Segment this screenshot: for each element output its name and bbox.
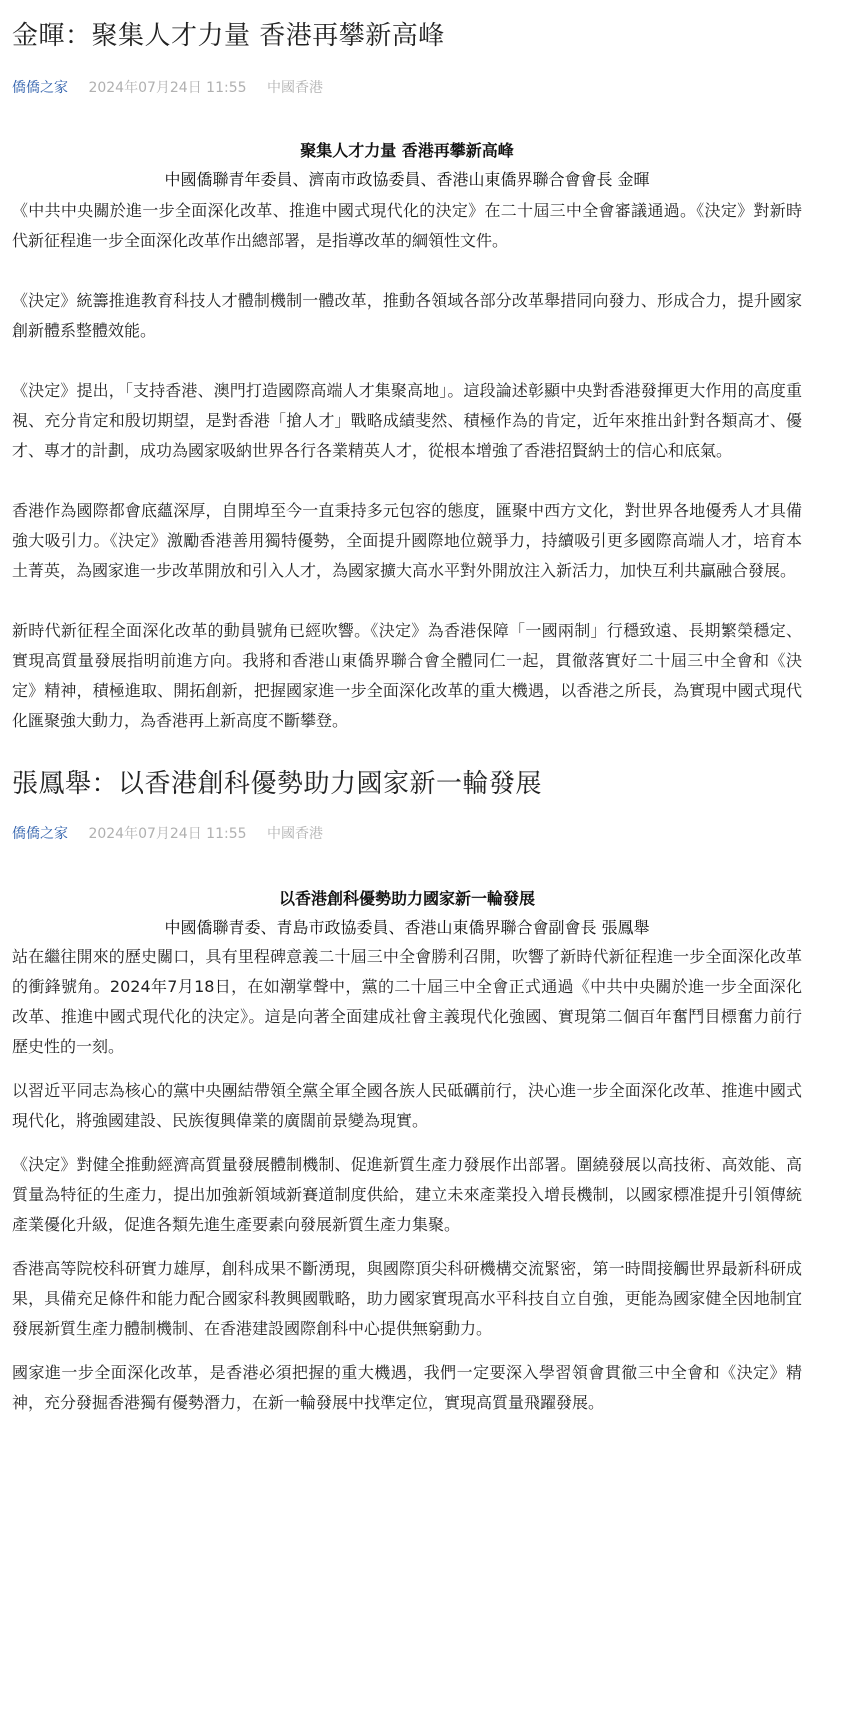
paragraph: 站在繼往開來的歷史關口，具有里程碑意義二十屆三中全會勝利召開，吹響了新時代新征程進一步全面深化改革的衝鋒號角。2024年7月18日，在如潮掌聲中，黨的二十屆三中全會正式通過《中共中央關於進一步全面深化改革、推進中國式現代化的決定》。這是向著全面建成社會主義現代化強國、實現第二個百年奮鬥目標奮力前行歷史性的一刻。 [12,947,802,1056]
paragraph: 新時代新征程全面深化改革的動員號角已經吹響。《決定》為香港保障「一國兩制」行穩致遠、長期繁榮穩定、實現高質量發展指明前進方向。我將和香港山東僑界聯合會全體同仁一起，貫徹落實好二十屆三中全會和《決定》精神，積極進取、開拓創新，把握國家進一步全面深化改革的重大機遇，以香港之所長，為實現中國式現代化匯聚強大動力，為香港再上新高度不斷攀登。 [12,621,802,730]
article-1 [12,0,802,736]
paragraph: 國家進一步全面深化改革，是香港必須把握的重大機遇，我們一定要深入學習領會貫徹三中全會和《決定》精神，充分發掘香港獨有優勢潛力，在新一輪發展中找準定位，實現高質量飛躍發展。 [12,1363,802,1412]
article-2 [12,766,802,1418]
article-meta [12,78,802,98]
paragraph: 《決定》提出，「支持香港、澳門打造國際高端人才集聚高地」。這段論述彰顯中央對香港發揮更大作用的高度重視、充分肯定和殷切期望，是對香港「搶人才」戰略成績斐然、積極作為的肯定，近年來推出針對各類高才、優才、專才的計劃，成功為國家吸納世界各行各業精英人才，從根本增強了香港招賢納士的信心和底氣。 [12,381,802,460]
region-label: 中國香港 [266,826,323,842]
paragraph: 香港作為國際都會底蘊深厚，自開埠至今一直秉持多元包容的態度，匯聚中西方文化，對世界各地優秀人才具備強大吸引力。《決定》激勵香港善用獨特優勢，全面提升國際地位競爭力，持續吸引更多國際高端人才，培育本土菁英，為國家進一步改革開放和引入人才，為國家擴大高水平對外開放注入新活力，加快互利共贏融合發展。 [12,501,802,580]
author-byline: 中國僑聯青年委員、濟南市政協委員、香港山東僑界聯合會會長 金暉 [164,170,650,189]
paragraph: 《決定》對健全推動經濟高質量發展體制機制、促進新質生產力發展作出部署。圍繞發展以高技術、高效能、高質量為特征的生產力，提出加強新領域新賽道制度供給，建立未來產業投入增長機制，以國家標准提升引領傳統產業優化升級，促進各類先進生產要素向發展新質生產力集聚。 [12,1155,802,1234]
publish-date: 2024年07月24日 11:55 [88,80,247,96]
paragraph: 以習近平同志為核心的黨中央團結帶領全黨全軍全國各族人民砥礪前行，決心進一步全面深化改革、推進中國式現代化，將強國建設、民族復興偉業的廣闊前景變為現實。 [12,1081,802,1130]
article-subtitle: 聚集人才力量 香港再攀新高峰 [300,141,514,160]
article-subtitle: 以香港創科優勢助力國家新一輪發展 [278,889,535,908]
source-link[interactable]: 僑僑之家 [12,80,68,96]
paragraph: 《中共中央關於進一步全面深化改革、推進中國式現代化的決定》在二十屆三中全會審議通過。《決定》對新時代新征程進一步全面深化改革作出總部署，是指導改革的綱領性文件。 [12,201,802,250]
paragraph: 《決定》統籌推進教育科技人才體制機制一體改革，推動各領域各部分改革舉措同向發力、形成合力，提升國家創新體系整體效能。 [12,291,802,340]
article-title: 張鳳舉：以香港創科優勢助力國家新一輪發展 [12,769,543,799]
article-title: 金暉：聚集人才力量 香港再攀新高峰 [12,21,445,51]
article-meta [12,824,802,844]
author-byline: 中國僑聯青委、青島市政協委員、香港山東僑界聯合會副會長 張鳳舉 [164,918,650,937]
source-link[interactable]: 僑僑之家 [12,826,68,842]
paragraph: 香港高等院校科研實力雄厚，創科成果不斷湧現，與國際頂尖科研機構交流緊密，第一時間接觸世界最新科研成果，具備充足條件和能力配合國家科教興國戰略，助力國家實現高水平科技自立自強，更能為國家健全因地制宜發展新質生產力體制機制、在香港建設國際創科中心提供無窮動力。 [12,1259,802,1338]
publish-date: 2024年07月24日 11:55 [88,826,247,842]
region-label: 中國香港 [266,80,323,96]
